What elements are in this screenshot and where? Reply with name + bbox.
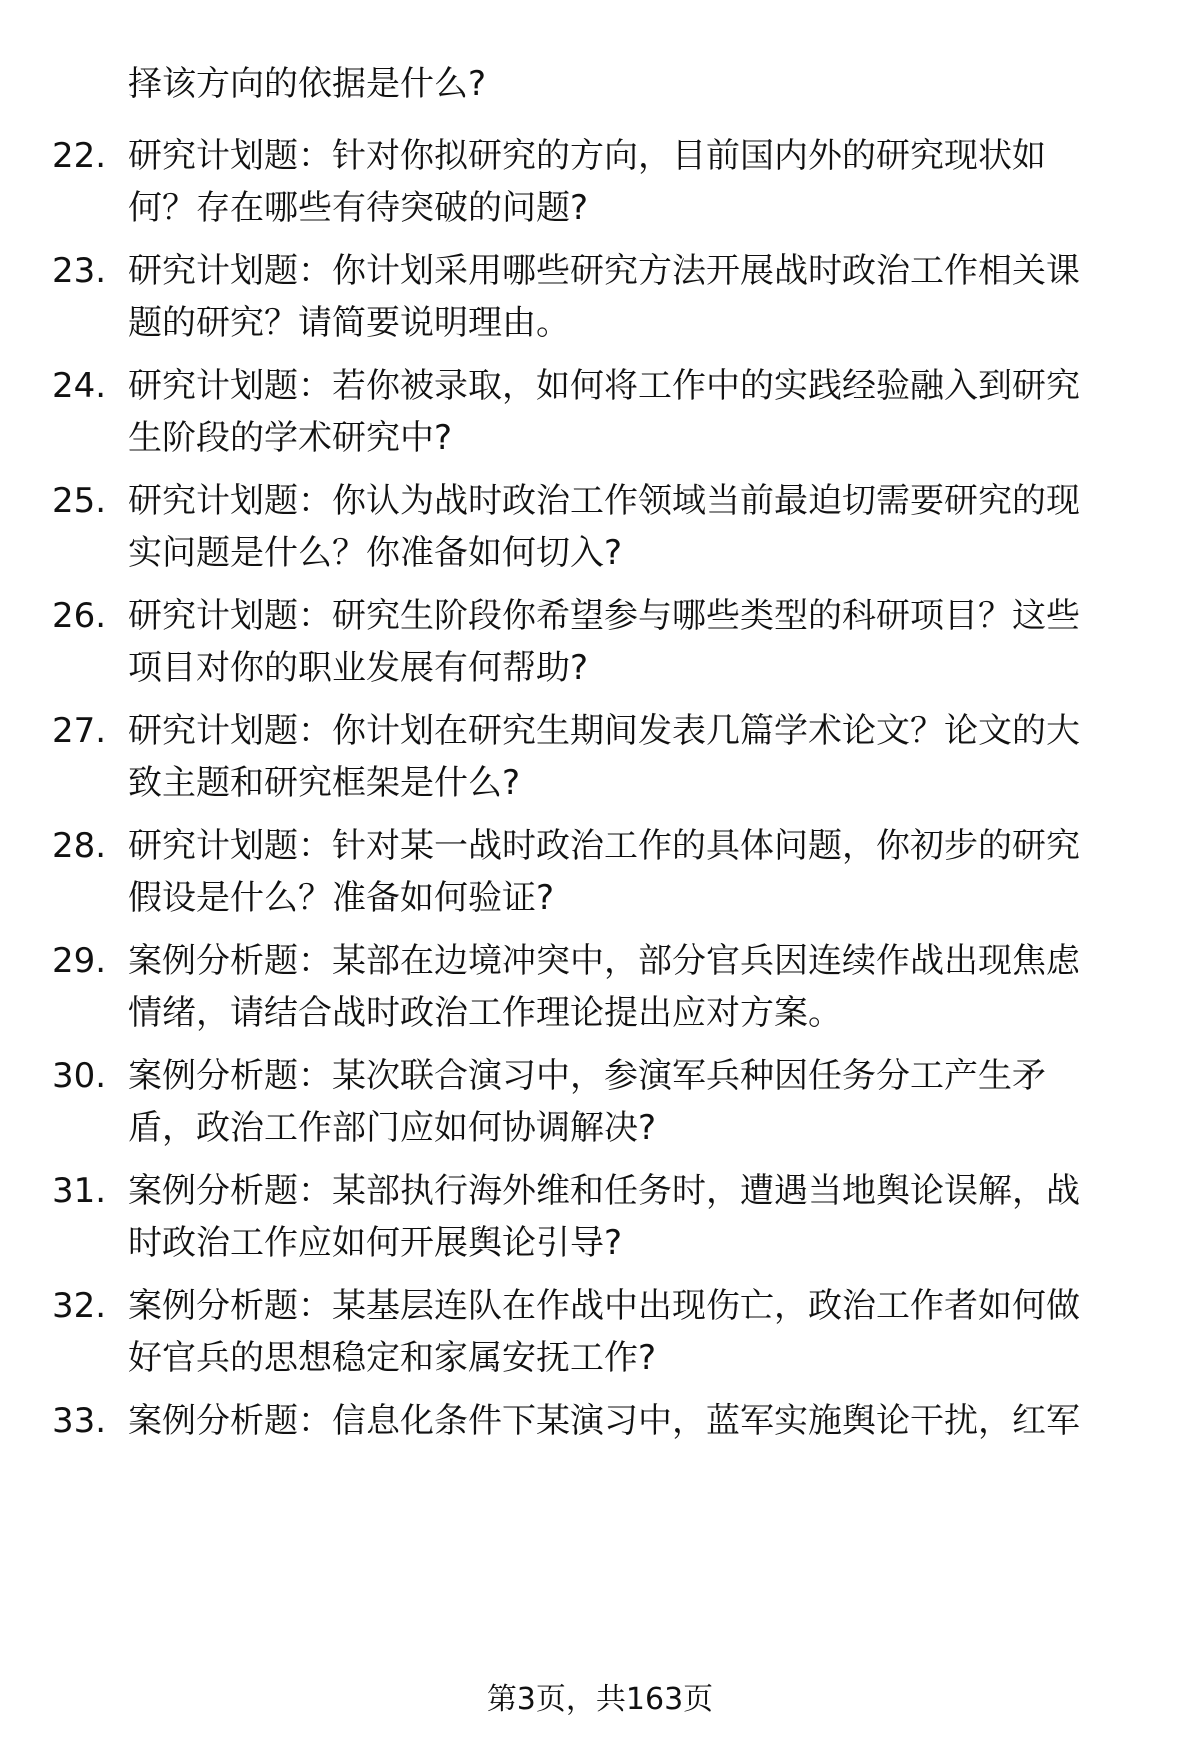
list-item-32 bbox=[52, 1280, 1142, 1384]
item-line: 研究计划题：针对某一战时政治工作的具体问题，你初步的研究 bbox=[128, 826, 1080, 866]
item-line: 致主题和研究框架是什么? bbox=[128, 763, 521, 803]
item-line: 情绪，请结合战时政治工作理论提出应对方案。 bbox=[128, 993, 842, 1033]
item-number: 25. bbox=[52, 481, 107, 521]
list-item-30 bbox=[52, 1050, 1142, 1154]
item-number: 26. bbox=[52, 596, 107, 636]
item-line: 实问题是什么？你准备如何切入? bbox=[128, 533, 623, 573]
list-item-23 bbox=[52, 245, 1142, 349]
item-text bbox=[128, 705, 1138, 809]
item-line: 研究计划题：研究生阶段你希望参与哪些类型的科研项目？这些 bbox=[128, 596, 1080, 636]
list-item-25 bbox=[52, 475, 1142, 579]
item-text bbox=[128, 130, 1138, 234]
item-number: 28. bbox=[52, 826, 107, 866]
item-line: 案例分析题：信息化条件下某演习中，蓝军实施舆论干扰，红军 bbox=[128, 1401, 1080, 1441]
item-text bbox=[128, 1165, 1138, 1269]
item-line: 生阶段的学术研究中? bbox=[128, 418, 453, 458]
item-number: 32. bbox=[52, 1286, 107, 1326]
item-line: 研究计划题：针对你拟研究的方向，目前国内外的研究现状如 bbox=[128, 136, 1046, 176]
item-line: 研究计划题：你认为战时政治工作领域当前最迫切需要研究的现 bbox=[128, 481, 1080, 521]
item-number: 27. bbox=[52, 711, 107, 751]
item-line: 题的研究？请简要说明理由。 bbox=[128, 303, 570, 343]
item-line: 研究计划题：你计划采用哪些研究方法开展战时政治工作相关课 bbox=[128, 251, 1080, 291]
item-text bbox=[128, 360, 1138, 464]
item-text bbox=[128, 1050, 1138, 1154]
item-line: 假设是什么？准备如何验证? bbox=[128, 878, 555, 918]
item-line: 好官兵的思想稳定和家属安抚工作? bbox=[128, 1338, 657, 1378]
item-number: 23. bbox=[52, 251, 107, 291]
list-item-22 bbox=[52, 130, 1142, 234]
continuation-line: 择该方向的依据是什么? bbox=[128, 64, 487, 104]
item-number: 24. bbox=[52, 366, 107, 406]
list-item-24 bbox=[52, 360, 1142, 464]
item-text bbox=[128, 1395, 1138, 1447]
list-item-27 bbox=[52, 705, 1142, 809]
item-text bbox=[128, 935, 1138, 1039]
page-footer: 第3页，共163页 bbox=[486, 1682, 714, 1717]
item-line: 研究计划题：你计划在研究生期间发表几篇学术论文？论文的大 bbox=[128, 711, 1080, 751]
item-line: 案例分析题：某基层连队在作战中出现伤亡，政治工作者如何做 bbox=[128, 1286, 1080, 1326]
item-line: 研究计划题：若你被录取，如何将工作中的实践经验融入到研究 bbox=[128, 366, 1080, 406]
list-item-28 bbox=[52, 820, 1142, 924]
item-number: 33. bbox=[52, 1401, 107, 1441]
item-number: 30. bbox=[52, 1056, 107, 1096]
item-line: 时政治工作应如何开展舆论引导? bbox=[128, 1223, 623, 1263]
item-line: 项目对你的职业发展有何帮助? bbox=[128, 648, 589, 688]
item-line: 案例分析题：某部在边境冲突中，部分官兵因连续作战出现焦虑 bbox=[128, 941, 1080, 981]
item-text bbox=[128, 475, 1138, 579]
item-number: 22. bbox=[52, 136, 107, 176]
list-item-26 bbox=[52, 590, 1142, 694]
item-number: 31. bbox=[52, 1171, 107, 1211]
item-line: 盾，政治工作部门应如何协调解决? bbox=[128, 1108, 657, 1148]
item-text bbox=[128, 1280, 1138, 1384]
item-number: 29. bbox=[52, 941, 107, 981]
list-item-29 bbox=[52, 935, 1142, 1039]
item-line: 案例分析题：某部执行海外维和任务时，遭遇当地舆论误解，战 bbox=[128, 1171, 1080, 1211]
item-text bbox=[128, 820, 1138, 924]
item-line: 何？存在哪些有待突破的问题? bbox=[128, 188, 589, 228]
item-line: 案例分析题：某次联合演习中，参演军兵种因任务分工产生矛 bbox=[128, 1056, 1046, 1096]
list-item-31 bbox=[52, 1165, 1142, 1269]
item-text bbox=[128, 245, 1138, 349]
item-text bbox=[128, 590, 1138, 694]
list-item-33 bbox=[52, 1395, 1142, 1447]
